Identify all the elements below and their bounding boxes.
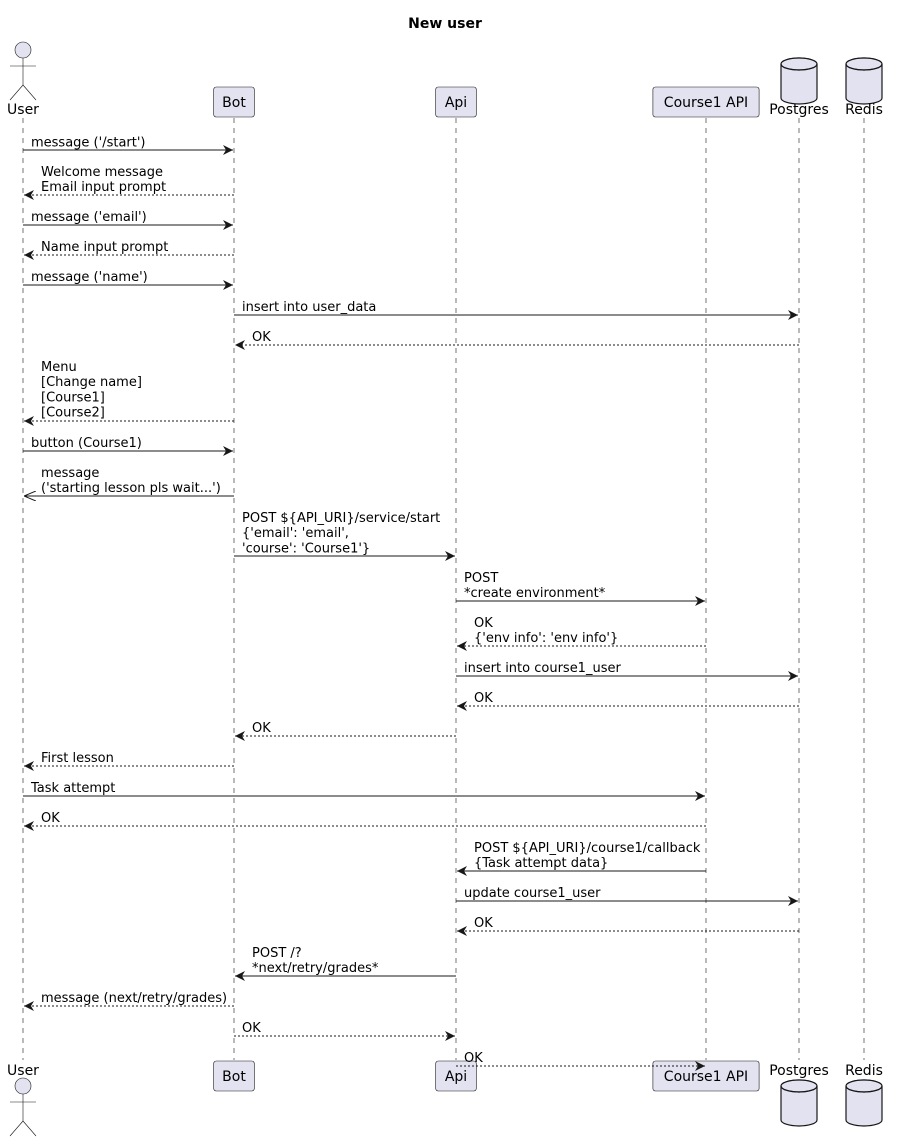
message-label: OK — [242, 1020, 261, 1036]
message-label: message ('name') — [31, 269, 148, 285]
message-10 — [24, 466, 234, 496]
message-19 — [24, 811, 706, 826]
message-label: [Course1] — [41, 390, 105, 406]
participant-redis-top — [845, 58, 883, 118]
message-label: {Task attempt data} — [474, 856, 609, 872]
message-label: 'course': 'Course1'} — [242, 541, 371, 557]
participant-label: Course1 API — [663, 1069, 749, 1085]
participant-redis-bottom — [845, 1063, 883, 1126]
actor-icon — [10, 42, 36, 100]
participant-user-top — [7, 42, 39, 118]
message-label: Task attempt — [31, 780, 116, 796]
database-icon — [781, 58, 817, 104]
message-15 — [457, 691, 799, 706]
message-label: {'env info': 'env info'} — [474, 631, 619, 647]
lifelines — [23, 118, 864, 1060]
message-2 — [24, 165, 234, 195]
message-23 — [235, 946, 456, 976]
message-label: [Change name] — [41, 375, 142, 391]
participant-label: Redis — [845, 1063, 883, 1079]
message-16 — [235, 721, 456, 736]
database-icon — [846, 58, 882, 104]
participant-label: User — [7, 1063, 39, 1079]
message-label: ('starting lesson pls wait...') — [41, 481, 221, 497]
message-label: insert into user_data — [242, 299, 377, 315]
participant-label: Postgres — [769, 102, 829, 118]
message-label: message (next/retry/grades) — [41, 990, 228, 1006]
actor-icon — [10, 1078, 36, 1136]
participant-course1-top — [653, 87, 759, 117]
diagram-title: New user — [408, 16, 482, 32]
message-1 — [23, 135, 233, 150]
message-label: OK — [252, 329, 271, 345]
message-label: POST ${API_URI}/service/start — [242, 510, 441, 526]
database-icon — [846, 1080, 882, 1126]
message-21 — [456, 886, 798, 901]
message-label: update course1_user — [464, 885, 601, 901]
message-label: OK — [41, 810, 60, 826]
message-label: OK — [474, 615, 493, 631]
message-4 — [24, 240, 234, 255]
message-label: Name input prompt — [41, 239, 169, 255]
message-11 — [234, 511, 455, 557]
message-22 — [457, 916, 799, 931]
participant-bot-top — [214, 87, 255, 117]
message-label: message ('email') — [31, 209, 147, 225]
message-label: First lesson — [41, 750, 114, 766]
message-label: [Course2] — [41, 405, 105, 421]
participant-api-top — [436, 87, 477, 117]
message-3 — [23, 210, 233, 225]
participant-label: Course1 API — [663, 95, 749, 111]
message-24 — [24, 991, 234, 1006]
message-label: POST — [464, 570, 499, 586]
message-label: *create environment* — [464, 586, 606, 602]
message-label: POST ${API_URI}/course1/callback — [474, 840, 701, 856]
message-20 — [457, 841, 706, 871]
participant-label: User — [7, 102, 39, 118]
message-8 — [24, 360, 234, 421]
message-label: {'email': 'email', — [242, 526, 349, 542]
message-12 — [456, 571, 705, 601]
message-label: OK — [474, 915, 493, 931]
message-7 — [235, 330, 799, 345]
participant-label: Api — [444, 1069, 468, 1085]
participant-postgres-top — [769, 58, 829, 118]
message-label: OK — [474, 690, 493, 706]
message-label: *next/retry/grades* — [252, 961, 379, 977]
message-label: POST /? — [252, 945, 302, 961]
message-label: message — [41, 465, 100, 481]
participant-label: Api — [444, 95, 468, 111]
message-17 — [24, 751, 234, 766]
message-label: message ('/start') — [31, 135, 146, 151]
message-label: OK — [252, 720, 271, 736]
message-label: OK — [464, 1050, 483, 1066]
message-14 — [456, 661, 798, 676]
message-25 — [234, 1021, 455, 1036]
message-label: Email input prompt — [41, 180, 167, 196]
participant-bot-bottom — [214, 1061, 255, 1091]
message-label: Menu — [41, 359, 77, 375]
message-9 — [23, 436, 233, 451]
message-6 — [234, 300, 798, 315]
participant-label: Bot — [222, 1069, 246, 1085]
message-label: button (Course1) — [31, 435, 142, 451]
participant-label: Bot — [222, 95, 246, 111]
participants-top — [7, 42, 883, 118]
message-18 — [23, 781, 705, 796]
participant-postgres-bottom — [769, 1063, 829, 1126]
message-label: Welcome message — [41, 164, 164, 180]
database-icon — [781, 1080, 817, 1126]
participant-label: Redis — [845, 102, 883, 118]
message-label: insert into course1_user — [464, 660, 621, 676]
participant-label: Postgres — [769, 1063, 829, 1079]
participant-user-bottom — [7, 1063, 39, 1136]
message-13 — [457, 616, 706, 646]
message-5 — [23, 270, 233, 285]
participants-bottom — [7, 1061, 883, 1136]
messages — [23, 135, 799, 1066]
